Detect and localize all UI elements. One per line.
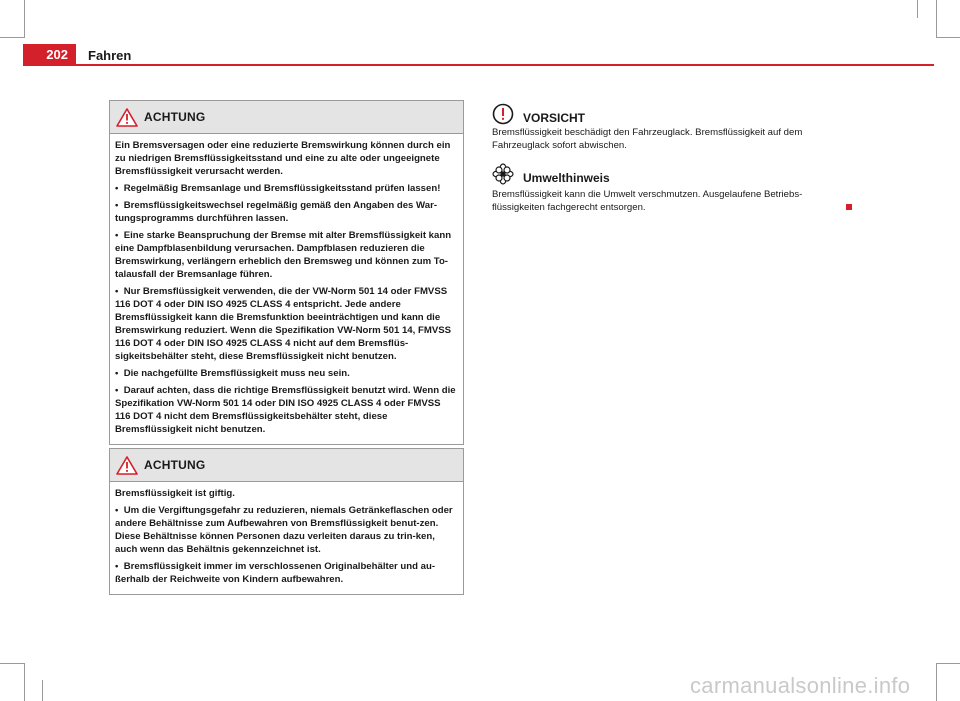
warning-triangle-icon [116, 108, 138, 127]
warning-bullet: • Nur Bremsflüssigkeit verwenden, die der VW-Norm 501 14 oder FMVSS 116 DOT 4 oder DIN ISO 4925 CLASS 4 entspricht. Jede andere Bremsflüssigkeit kann die Bremsfunktion beeinträchtigen und kann die Bremswirkung reduziert. Wenn die Spezifikation VW-Norm 501 14, FMVSS 116 DOT 4 oder DIN ISO 4925 CLASS 4 nicht auf dem Bremsflüs-sigkeitsbehälter steht, diese Bremsflüssigkeit nicht benutzen. [115, 285, 458, 363]
header-rule [76, 64, 934, 66]
warning-bullet: • Die nachgefüllte Bremsflüssigkeit muss neu sein. [115, 367, 458, 380]
warning-bullet: • Bremsflüssigkeitswechsel regelmäßig gemäß den Angaben des War-tungsprogramms durchführen lassen. [115, 199, 458, 225]
environment-title: Umwelthinweis [523, 171, 610, 185]
warning-box-brake-fluid [109, 100, 464, 445]
warning-bullet: • Regelmäßig Bremsanlage und Bremsflüssigkeitsstand prüfen lassen! [115, 182, 458, 195]
caution-title: VORSICHT [523, 111, 586, 125]
section-end-marker [846, 204, 852, 210]
warning-box-header [110, 449, 463, 482]
warning-title: ACHTUNG [144, 110, 206, 124]
warning-paragraph: Bremsflüssigkeit ist giftig. [115, 488, 235, 499]
warning-body [110, 482, 463, 594]
caution-heading [492, 103, 585, 125]
watermark: carmanualsonline.info [690, 673, 911, 698]
environment-text: Bremsflüssigkeit kann die Umwelt verschmutzen. Ausgelaufene Betriebs-flüssigkeiten fachgerecht entsorgen. [492, 189, 803, 213]
warning-title: ACHTUNG [144, 458, 206, 472]
page-number: 202 [23, 44, 76, 66]
warning-box-toxic [109, 448, 464, 595]
section-title: Fahren [88, 48, 132, 63]
warning-triangle-icon [116, 456, 138, 475]
warning-bullet: • Bremsflüssigkeit immer im verschlossenen Originalbehälter und au-ßerhalb der Reichweite von Kindern aufbewahren. [115, 560, 458, 586]
environment-heading [492, 163, 610, 185]
warning-bullet: • Um die Vergiftungsgefahr zu reduzieren, niemals Getränkeflaschen oder andere Behältnisse zum Aufbewahren von Bremsflüssigkeit benut-zen. Diese Behältnisse können Personen dazu verleiten daraus zu trin-ken, auch wenn das Behältnis gekennzeichnet ist. [115, 504, 458, 556]
flower-icon [492, 163, 514, 185]
caution-text: Bremsflüssigkeit beschädigt den Fahrzeuglack. Bremsflüssigkeit auf dem Fahrzeuglack sofort abwischen. [492, 127, 803, 151]
warning-body [110, 134, 463, 444]
exclamation-circle-icon [492, 103, 514, 125]
warning-bullet: • Eine starke Beanspruchung der Bremse mit alter Bremsflüssigkeit kann eine Dampfblasenbildung verursachen. Dampfblasen reduzieren die Bremswirkung, verlängern erheblich den Bremsweg und können zum To-talausfall der Bremsanlage führen. [115, 229, 458, 281]
warning-box-header [110, 101, 463, 134]
warning-bullet: • Darauf achten, dass die richtige Bremsflüssigkeit benutzt wird. Wenn die Spezifikation VW-Norm 501 14 oder DIN ISO 4925 CLASS 4 oder FMVSS 116 DOT 4 nicht dem Bremsflüssigkeitsbehälter steht, diese Bremsflüssigkeit nicht benutzen. [115, 384, 458, 436]
warning-paragraph: Ein Bremsversagen oder eine reduzierte Bremswirkung können durch ein zu niedrigen Bremsflüssigkeitsstand und eine zu alte oder ungeeignete Bremsflüssigkeit verursacht werden. [115, 140, 451, 177]
